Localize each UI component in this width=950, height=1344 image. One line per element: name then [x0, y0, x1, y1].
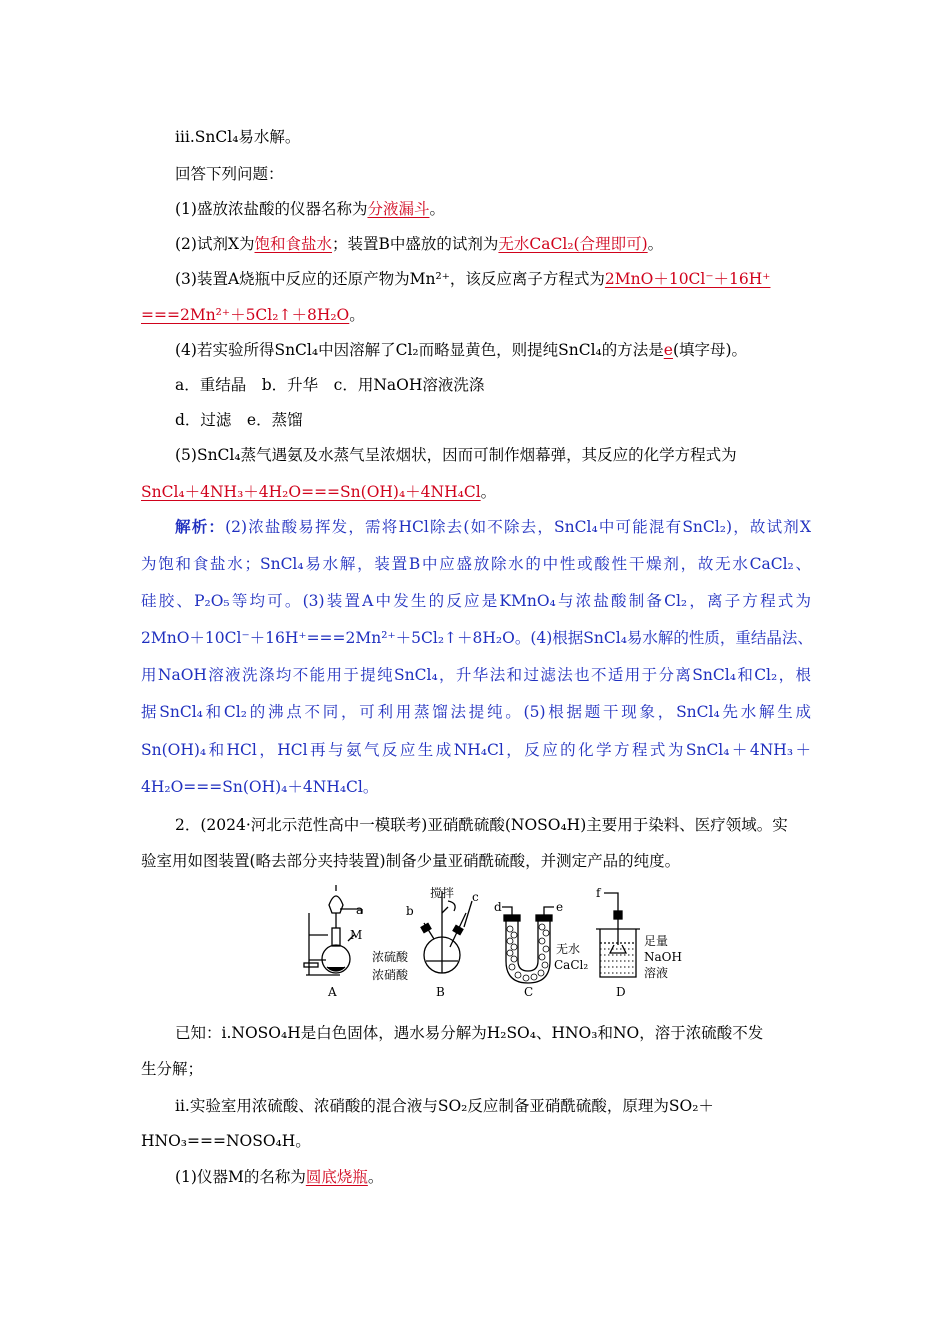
analysis-line-6: 据SnCl₄和Cl₂的沸点不同，可利用蒸馏法提纯。(5)根据题干现象，SnCl₄先水解生成	[141, 703, 811, 721]
q1-part3-cont: ===2Mn²⁺＋5Cl₂↑＋8H₂O。	[141, 306, 365, 324]
label-excess: 足量	[644, 934, 669, 948]
answer-2a: 饱和食盐水	[254, 235, 333, 253]
answer-2b: 无水CaCl₂(合理即可)	[498, 235, 648, 253]
answer-3b: ===2Mn²⁺＋5Cl₂↑＋8H₂O	[141, 306, 350, 324]
label-e: e	[556, 900, 564, 914]
options-row-2: d．过滤 e．蒸馏	[175, 411, 303, 429]
label-b: b	[406, 904, 414, 918]
analysis-line-2: 为饱和食盐水；SnCl₄易水解，装置B中应盛放除水的中性或酸性干燥剂，故无水CaCl₂、	[141, 555, 811, 573]
analysis-line-5: 用NaOH溶液洗涤均不能用于提纯SnCl₄，升华法和过滤法也不适用于分离SnCl₄和Cl₂，根	[141, 666, 811, 684]
label-apparatus-a: A	[328, 985, 337, 999]
apparatus-figure	[296, 883, 696, 1001]
known-iii: ⅲ.SnCl₄易水解。	[175, 128, 301, 146]
analysis-line-8: 4H₂O===Sn(OH)₄＋4NH₄Cl。	[141, 778, 379, 796]
q1-part5: (5)SnCl₄蒸气遇氨及水蒸气呈浓烟状，因而可制作烟幕弹，其反应的化学方程式为	[175, 446, 737, 464]
label-a: a	[356, 903, 364, 917]
answer-4: e	[663, 341, 673, 359]
q2-known-2-cont: HNO₃===NOSO₄H。	[141, 1132, 311, 1150]
answer-3a: 2MnO＋10Cl⁻＋16H⁺	[604, 270, 771, 288]
label-conc-nitric: 浓硝酸	[372, 968, 409, 982]
answer-q2-1: 圆底烧瓶	[305, 1168, 368, 1186]
label-d: d	[494, 900, 502, 914]
apparatus-c	[502, 907, 554, 983]
q1-part5-cont: SnCl₄＋4NH₃＋4H₂O===Sn(OH)₄＋4NH₄Cl。	[141, 483, 497, 501]
q2-known-1-cont: 生分解；	[141, 1060, 204, 1078]
label-anhydrous: 无水	[556, 942, 581, 956]
q2-known-2: ⅱ.实验室用浓硫酸、浓硝酸的混合液与SO₂反应制备亚硝酰硫酸，原理为SO₂＋	[175, 1097, 714, 1115]
analysis-line-1: 解析：(2)浓盐酸易挥发，需将HCl除去(如不除去，SnCl₄中可能混有SnCl₂)，故试剂X	[175, 517, 811, 536]
label-f: f	[596, 886, 601, 900]
q1-part1: (1)盛放浓盐酸的仪器名称为分液漏斗。	[175, 200, 445, 218]
desiccant-granules	[507, 924, 549, 981]
analysis-line-4: 2MnO＋10Cl⁻＋16H⁺===2Mn²⁺＋5Cl₂↑＋8H₂O。(4)根据SnCl₄易水解的性质，重结晶法、	[141, 629, 813, 647]
analysis-line-7: Sn(OH)₄和HCl，HCl再与氨气反应生成NH₄Cl，反应的化学方程式为SnCl₄＋4NH₃＋	[141, 741, 811, 759]
q1-part2: (2)试剂X为饱和食盐水；装置B中盛放的试剂为无水CaCl₂(合理即可)。	[175, 235, 664, 253]
q1-part3: (3)装置A烧瓶中反应的还原产物为Mn²⁺，该反应离子方程式为2MnO＋10Cl⁻＋16H⁺	[175, 270, 771, 288]
prompt-text: 回答下列问题：	[175, 165, 284, 183]
options-row-1: a．重结晶 b．升华 c．用NaOH溶液洗涤	[175, 376, 485, 394]
answer-1: 分液漏斗	[367, 200, 430, 218]
q2-stem-2: 验室用如图装置(略去部分夹持装置)制备少量亚硝酰硫酸，并测定产品的纯度。	[141, 852, 681, 870]
apparatus-b	[421, 891, 472, 973]
label-solution: 溶液	[644, 966, 669, 980]
label-naoh: NaOH	[644, 950, 682, 964]
q1-part4: (4)若实验所得SnCl₄中因溶解了Cl₂而略显黄色，则提纯SnCl₄的方法是e(填字母)。	[175, 341, 748, 359]
q2-stem-1: 2．(2024·河北示范性高中一模联考)亚硝酰硫酸(NOSO₄H)主要用于染料、医疗领域。实	[175, 816, 788, 834]
label-cacl2: CaCl₂	[554, 958, 589, 972]
label-apparatus-c: C	[524, 985, 534, 999]
q2-known-1: 已知：ⅰ.NOSO₄H是白色固体，遇水易分解为H₂SO₄、HNO₃和NO，溶于浓硫酸不发	[175, 1024, 764, 1042]
answer-5: SnCl₄＋4NH₃＋4H₂O===Sn(OH)₄＋4NH₄Cl	[141, 483, 481, 501]
label-m: M	[350, 928, 363, 942]
apparatus-d	[596, 893, 640, 977]
label-apparatus-b: B	[436, 985, 445, 999]
label-stir: 搅拌	[430, 886, 455, 900]
label-apparatus-d: D	[616, 985, 626, 999]
label-c: c	[472, 890, 479, 904]
analysis-line-3: 硅胶、P₂O₅等均可。(3)装置A中发生的反应是KMnO₄与浓盐酸制备Cl₂，离子方程式为	[141, 592, 811, 610]
analysis-label: 解析：	[175, 517, 226, 536]
q2-part1: (1)仪器M的名称为圆底烧瓶。	[175, 1168, 384, 1186]
label-conc-sulfuric: 浓硫酸	[372, 950, 409, 964]
